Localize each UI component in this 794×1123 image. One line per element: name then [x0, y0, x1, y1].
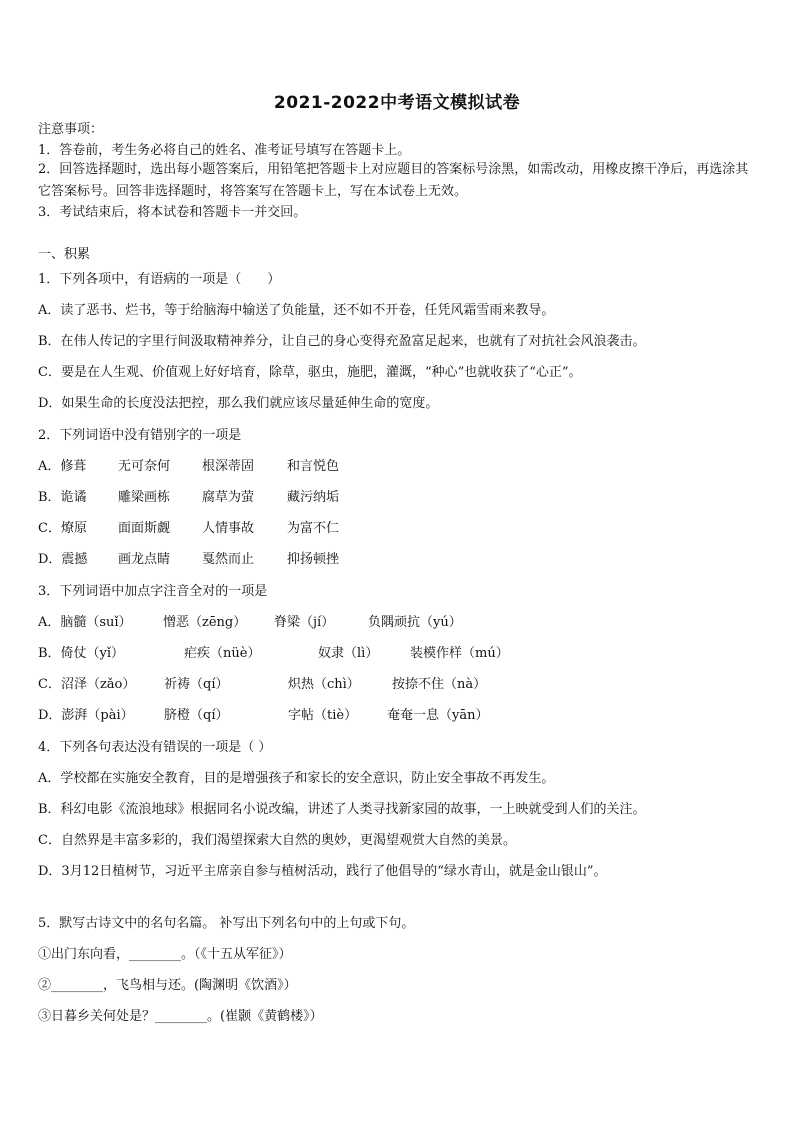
q1-stem: 1．下列各项中，有语病的一项是（ ） — [38, 272, 281, 287]
q5-stem: 5．默写古诗文中的名句名篇。 补写出下列名句中的上句或下句。 — [38, 916, 415, 931]
q5-item-3: ③日暮乡关何处是？________。(崔颢《黄鹤楼》） — [38, 1009, 323, 1024]
q3-c-word-3: 炽热（chì） — [288, 677, 360, 692]
q2-b-word-1: B．诡谲 — [38, 490, 87, 505]
q2-c-word-3: 人情事故 — [202, 521, 255, 536]
q3-a-word-1: A．脑髓（suǐ） — [38, 615, 132, 630]
q2-c-word-4: 为富不仁 — [287, 521, 340, 536]
q2-d-word-3: 戛然而止 — [202, 552, 255, 567]
q3-c-word-2: 祈祷（qí） — [164, 677, 229, 692]
q2-a-word-4: 和言悦色 — [287, 459, 340, 474]
q2-a-word-1: A．修葺 — [38, 459, 87, 474]
q1-option-c: C．要是在人生观、价值观上好好培育，除草，驱虫，施肥，灌溉，“种心”也就收获了“心正”。 — [38, 365, 582, 380]
q4-option-b: B．科幻电影《流浪地球》根据同名小说改编，讲述了人类寻找新家园的故事，一上映就受到人们的关注。 — [38, 802, 646, 817]
q2-a-word-3: 根深蒂固 — [202, 459, 255, 474]
notice-item-3: 3．考试结束后，将本试卷和答题卡一并交回。 — [38, 205, 307, 220]
q5-item-2: ②________，飞鸟相与还。(陶渊明《饮酒》） — [38, 978, 297, 993]
q2-stem: 2．下列词语中没有错别字的一项是 — [38, 428, 242, 443]
q3-c-word-1: C．沼泽（zǎo） — [38, 677, 136, 692]
q2-d-word-4: 抑扬顿挫 — [287, 552, 340, 567]
q2-b-word-4: 藏污纳垢 — [287, 490, 340, 505]
q3-b-word-3: 奴隶（lì） — [318, 646, 379, 661]
q3-d-word-1: D．澎湃（pài） — [38, 708, 134, 723]
q3-c-word-4: 按捺不住（nà） — [392, 677, 487, 692]
q3-b-word-1: B．倚仗（yǐ） — [38, 646, 125, 661]
q3-d-word-4: 奄奄一息（yān） — [387, 708, 489, 723]
q2-d-word-1: D．震撼 — [38, 552, 88, 567]
q1-option-d: D．如果生命的长度没法把控，那么我们就应该尽量延伸生命的宽度。 — [38, 396, 439, 411]
q3-d-word-2: 脐橙（qí） — [164, 708, 229, 723]
q2-d-word-2: 画龙点睛 — [118, 552, 171, 567]
q5-item-1: ①出门东向看，________。（《十五从军征》） — [38, 947, 292, 962]
q4-stem: 4．下列各句表达没有错误的一项是（ ） — [38, 740, 272, 755]
q4-option-a: A．学校都在实施安全教育，目的是增强孩子和家长的安全意识，防止安全事故不再发生。 — [38, 771, 555, 786]
notice-item-1: 1．答卷前，考生务必将自己的姓名、准考证号填写在答题卡上。 — [38, 143, 411, 158]
q4-option-c: C．自然界是丰富多彩的，我们渴望探索大自然的奥妙，更渴望观赏大自然的美景。 — [38, 833, 516, 848]
section-heading: 一、积累 — [38, 247, 91, 262]
q2-c-word-2: 面面斯觑 — [118, 521, 171, 536]
q3-b-word-2: 疟疾（nüè） — [184, 646, 261, 661]
q3-a-word-3: 脊梁（jí） — [274, 615, 335, 630]
q2-b-word-3: 腐草为萤 — [202, 490, 255, 505]
q1-option-a: A．读了恶书、烂书，等于给脑海中输送了负能量，还不如不开卷，任凭风霜雪雨来教导。 — [38, 303, 555, 318]
q2-c-word-1: C．燎原 — [38, 521, 87, 536]
q2-b-word-2: 雕梁画栋 — [118, 490, 171, 505]
q3-b-word-4: 装模作样（mú） — [410, 646, 509, 661]
q3-a-word-2: 憎恶（zēng） — [163, 615, 247, 630]
q3-a-word-4: 负隅顽抗（yú） — [368, 615, 462, 630]
notice-item-2: 2．回答选择题时，选出每小题答案后，用铅笔把答题卡上对应题目的答案标号涂黑，如需改动，用橡皮擦干净后，再选涂其它答案标号。回答非选择题时，将答案写在答题卡上，写在本试卷上无效。 — [38, 162, 749, 199]
q2-a-word-2: 无可奈何 — [118, 459, 171, 474]
q3-d-word-3: 字帖（tiè） — [288, 708, 358, 723]
exam-title: 2021-2022中考语文模拟试卷 — [273, 93, 521, 113]
q3-stem: 3．下列词语中加点字注音全对的一项是 — [38, 584, 268, 599]
q1-option-b: B．在伟人传记的字里行间汲取精神养分，让自己的身心变得充盈富足起来，也就有了对抗社会风浪袭击。 — [38, 334, 646, 349]
q4-option-d: D．3月12日植树节，习近平主席亲自参与植树活动，践行了他倡导的“绿水青山，就是金山银山”。 — [38, 864, 607, 879]
notice-heading: 注意事项： — [38, 122, 104, 137]
